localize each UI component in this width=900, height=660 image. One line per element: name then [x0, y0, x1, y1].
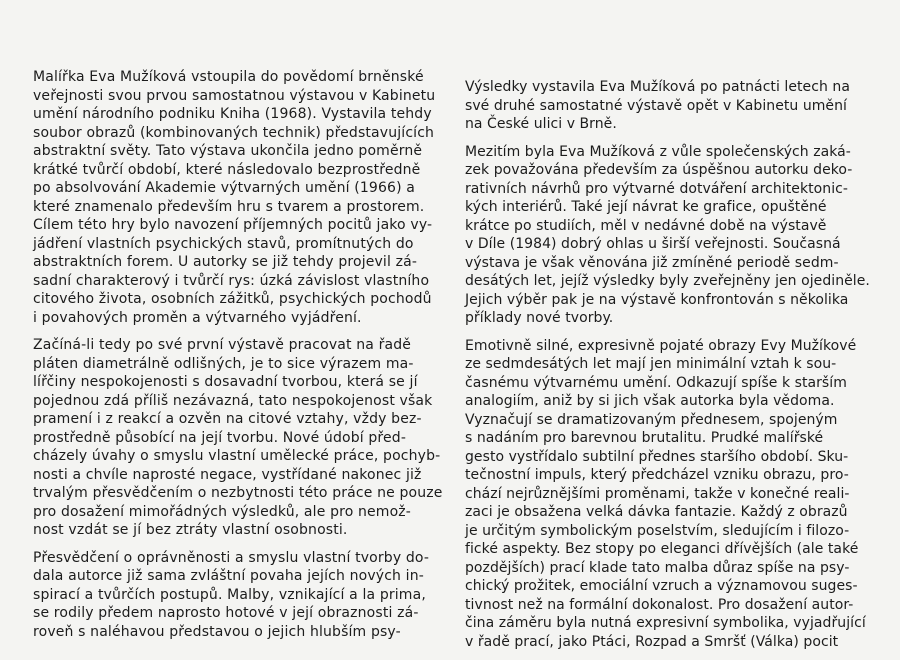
text-line: pro dosažení mimořádných výsledků, ale pro nemož- [33, 503, 412, 520]
text-line: tivnost než na formální dokonalost. Pro dosažení autor- [465, 596, 854, 613]
text-line: v Díle (1984) dobrý ohlas u širší veřejnosti. Současná [465, 236, 841, 252]
text-line: výstava je však věnována již zmíněné periodě sedm- [465, 254, 839, 271]
text-line: Cílem této hry bylo navození příjemných pocitů jako vy- [33, 217, 433, 233]
paragraph [465, 78, 873, 134]
paragraph [465, 143, 873, 328]
text-line: jádření vlastních psychických stavů, promítnutých do [33, 235, 414, 252]
text-line: Výsledky vystavila Eva Mužíková po patnácti letech na [465, 79, 850, 95]
text-line: tečnostní impuls, který předcházel vzniku obrazu, pro- [465, 467, 849, 483]
text-line: časnému výtvarnému umění. Odkazují spíše k starším [465, 374, 847, 391]
text-line: umění národního podniku Kniha (1968). Vystavila tehdy [33, 106, 432, 122]
text-line: Jejich výběr pak je na výstavě konfrontován s několika [465, 291, 849, 308]
text-line: se rodily předem naprosto hotové v její obraznosti zá- [33, 605, 419, 621]
text-line: spirací a tvůrčích postupů. Malby, vznikající a la prima, [33, 586, 426, 603]
text-line: s nadáním pro barevnou brutalitu. Prudké malířské [465, 430, 824, 446]
text-line: citového života, osobních zážitků, psychických pochodů [33, 291, 432, 307]
text-line: roveň s naléhavou představou o jejich hlubším psy- [33, 623, 401, 640]
text-line: sadní charakterový i tvůrčí rys: úzká závislost vlastního [33, 272, 430, 289]
text-line: Vyznačují se dramatizovaným přednesem, spojeným [465, 411, 838, 428]
text-line: cházely úvahy o smyslu vlastní umělecké práce, pochyb- [33, 448, 441, 464]
text-line: Mezitím byla Eva Mužíková z vůle společenských zaká- [465, 143, 851, 160]
text-line: soubor obrazů (kombinovaných technik) představujících [33, 124, 435, 141]
text-line: své druhé samostatné výstavě opět v Kabinetu umění [465, 97, 847, 114]
text-line: lířčiny nespokojenosti s dosavadní tvorbou, která se jí [33, 374, 418, 390]
paragraph [33, 336, 441, 540]
text-line: prostředně působící na její tvorbu. Nové údobí před- [33, 429, 407, 446]
text-line: ze sedmdesátých let mají jen minimální vztah k sou- [465, 356, 837, 372]
text-line: které znamenalo především hru s tvarem a prostorem. [33, 198, 425, 215]
text-line: čina záměru byla nutná expresivní symbolika, vyjadřující [465, 615, 866, 631]
text-line: Emotivně silné, expresivně pojaté obrazy Evy Mužíkové [465, 337, 857, 354]
text-line: pramení i z reakcí a ozvěn na citové vztahy, vždy bez- [33, 411, 422, 427]
text-column-left [33, 68, 441, 650]
text-line: pozdějších) prací klade tato malba důraz spíše na psy- [465, 559, 850, 576]
text-line: kých interiérů. Také její návrat ke grafice, opuštěné [465, 199, 827, 215]
text-line: gesto vystřídalo subtilní přednes staršího období. Sku- [465, 448, 849, 465]
text-line: Přesvědčení o oprávněnosti a smyslu vlastní tvorby do- [33, 549, 430, 566]
text-line: fické aspekty. Bez stopy po eleganci dřívějších (ale také [465, 541, 859, 557]
text-line: je určitým symbolickým poselstvím, sledujícím i filozo- [465, 522, 850, 539]
text-line: nost vzdát se jí bez ztráty vlastní osobnosti. [33, 522, 348, 538]
text-line: chází nejrůznějšími proměnami, takže v konečné reali- [465, 485, 850, 502]
text-line: veřejnosti svou prvou samostatnou výstavou v Kabinetu [33, 87, 436, 104]
text-line: desátých let, jejíž výsledky byly zveřejněny jen ojediněle. [465, 273, 870, 289]
text-line: analogiím, aniž by si jich však autorka byla vědoma. [465, 393, 835, 409]
text-line: trvalým přesvědčením o nezbytnosti této práce ne pouze [33, 485, 443, 501]
text-line: Malířka Eva Mužíková vstoupila do povědomí brněnské [33, 69, 424, 85]
text-line: abstraktní světy. Tato výstava ukončila jedno poměrně [33, 143, 423, 159]
text-line: na České ulici v Brně. [465, 116, 617, 132]
text-line: krátké tvůrčí období, které následovalo bezprostředně [33, 161, 421, 178]
text-column-right [465, 78, 873, 660]
text-line: příklady nové tvorby. [465, 310, 614, 326]
paragraph [465, 337, 873, 652]
text-line: zek považována především za úspěšnou autorku deko- [465, 162, 853, 178]
text-line: abstraktních forem. U autorky se již tehdy projevil zá- [33, 254, 418, 270]
text-line: rativních návrhů pro výtvarné dotváření architektonic- [465, 180, 848, 197]
text-line: po absolvování Akademie výtvarných umění (1966) a [33, 180, 416, 196]
text-line: Začíná-li tedy po své první výstavě pracovat na řadě [33, 337, 412, 353]
text-line: i povahových proměn a výtvarného vyjádření. [33, 309, 362, 326]
text-line: v řadě prací, jako Ptáci, Rozpad a Smršť (Válka) pocit [465, 633, 839, 650]
paragraph [33, 68, 441, 327]
text-line: zaci je obsažena velká dávka fantazie. Každý z obrazů [465, 504, 848, 520]
text-line: dala autorce již sama zvláštní povaha jejích nových in- [33, 568, 424, 584]
paragraph [33, 549, 441, 642]
text-line: nosti a chvíle naprosté negace, vystřídané nakonec již [33, 466, 422, 483]
text-line: chický prožitek, emociální vzruch a významovou suges- [465, 578, 858, 594]
text-line: pláten diametrálně odlišných, je to sice výrazem ma- [33, 355, 414, 372]
text-line: krátce po studiích, měl v nedávné době na výstavě [465, 217, 827, 234]
text-line: pojednou zdá příliš nezávazná, tato nespokojenost však [33, 392, 433, 409]
